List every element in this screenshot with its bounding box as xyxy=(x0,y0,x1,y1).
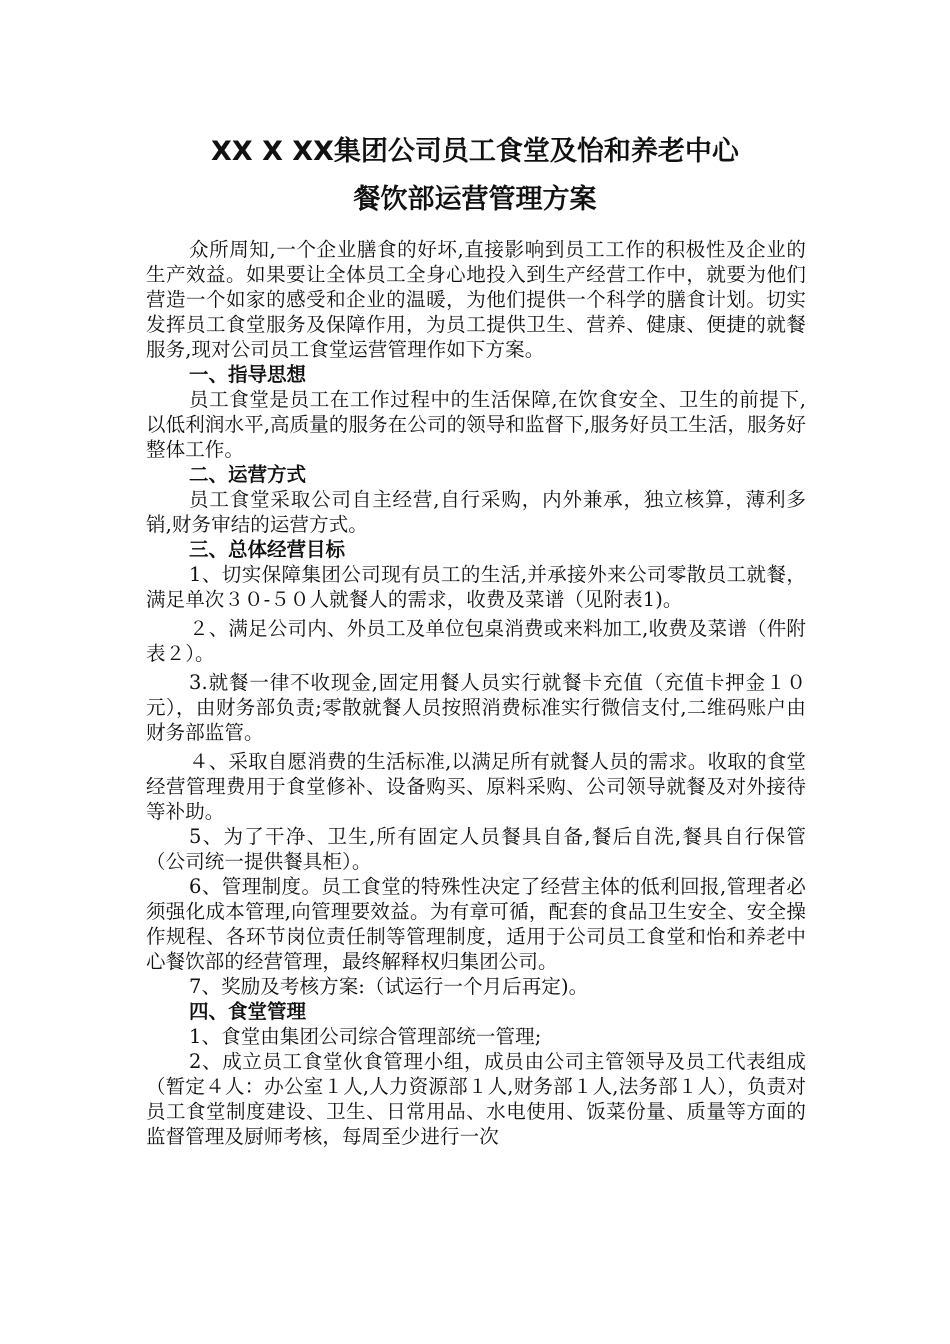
goal-item-7: 7、奖励及考核方案:（试运行一个月后再定)。 xyxy=(189,975,589,998)
goal-item-2: ２、满足公司内、外员工及单位包桌消费或来料加工,收费及菜谱（件附表２）。 xyxy=(146,617,806,665)
document-title-line-1: XX X XX集团公司员工食堂及怡和养老中心 xyxy=(211,136,739,167)
goal-item-5: 5、为了干净、卫生,所有固定人员餐具自备,餐后自洗,餐具自行保管（公司统一提供餐具柜）。 xyxy=(146,825,806,873)
document-body xyxy=(146,237,806,1149)
management-item-1: 1、食堂由集团公司综合管理部统一管理; xyxy=(189,1025,542,1048)
management-item-2: 2、成立员工食堂伙食管理小组，成员由公司主管领导及员工代表组成（暂定４人：办公室１人,人力资源部１人,财务部１人,法务部１人），负责对员工食堂制度建设、卫生、日常用品、水电使用、饭菜份量、质量等方面的监督管理及厨师考核，每周至少进行一次 xyxy=(146,1050,806,1148)
section-heading-guiding-ideology: 一、指导思想 xyxy=(189,363,307,386)
section-heading-operation-mode: 二、运营方式 xyxy=(189,463,307,486)
section-paragraph-guiding-ideology: 员工食堂是员工在工作过程中的生活保障,在饮食安全、卫生的前提下,以低利润水平,高质量的服务在公司的领导和监督下,服务好员工生活，服务好整体工作。 xyxy=(146,388,806,461)
document-title-line-2: 餐饮部运营管理方案 xyxy=(353,184,597,215)
section-paragraph-operation-mode: 员工食堂采取公司自主经营,自行采购，内外兼承，独立核算，薄利多销,财务审结的运营方式。 xyxy=(146,488,806,536)
goal-item-6: 6、管理制度。员工食堂的特殊性决定了经营主体的低利回报,管理者必须强化成本管理,向管理要效益。为有章可循，配套的食品卫生安全、安全操作规程、各环节岗位责任制等管理制度，适用于公司员工食堂和怡和养老中心餐饮部的经营管理，最终解释权归集团公司。 xyxy=(146,875,806,973)
goal-item-1: 1、切实保障集团公司现有员工的生活,并承接外来公司零散员工就餐，满足单次３０-５０人就餐人的需求，收费及菜谱（见附表1)。 xyxy=(146,563,806,611)
intro-paragraph: 众所周知,一个企业膳食的好坏,直接影响到员工工作的积极性及企业的生产效益。如果要让全体员工全身心地投入到生产经营工作中，就要为他们营造一个如家的感受和企业的温暖，为他们提供一个科学的膳食计划。切实发挥员工食堂服务及保障作用，为员工提供卫生、营养、健康、便捷的就餐服务,现对公司员工食堂运营管理作如下方案。 xyxy=(146,238,806,361)
goal-item-3: 3.就餐一律不收现金,固定用餐人员实行就餐卡充值（充值卡押金１０元），由财务部负责;零散就餐人员按照消费标准实行微信支付,二维码账户由财务部监管。 xyxy=(146,671,806,744)
section-heading-overall-goals: 三、总体经营目标 xyxy=(189,538,346,561)
section-heading-canteen-management: 四、食堂管理 xyxy=(189,1000,307,1023)
goal-item-4: ４、采取自愿消费的生活标准,以满足所有就餐人员的需求。收取的食堂经营管理费用于食堂修补、设备购买、原料采购、公司领导就餐及对外接待等补助。 xyxy=(146,750,806,823)
